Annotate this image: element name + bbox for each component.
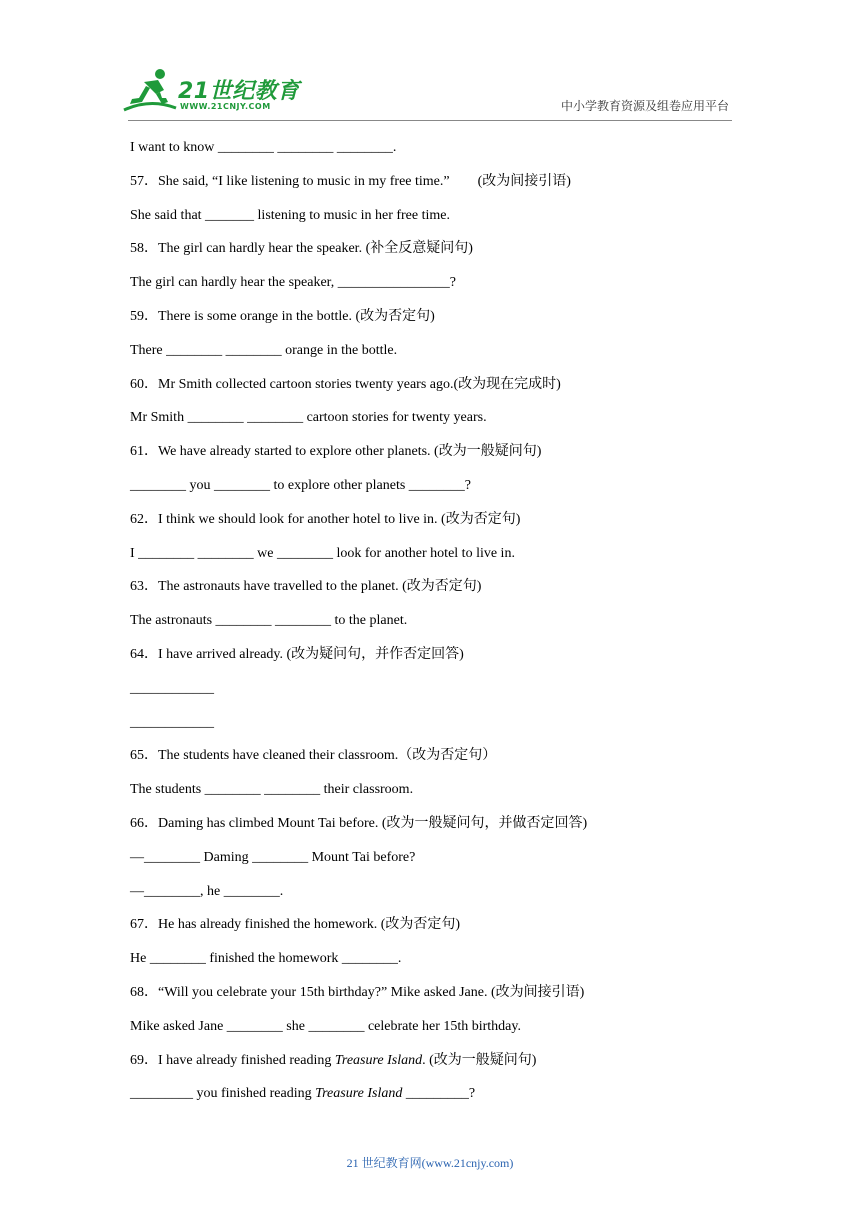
answer-64-a: ____________ xyxy=(130,680,214,696)
question-60: 60．Mr Smith collected cartoon stories twenty years ago.(改为现在完成时) xyxy=(130,376,561,392)
question-58: 58．The girl can hardly hear the speaker. (补全反意疑问句) xyxy=(130,241,473,257)
footer-link[interactable]: 21 世纪教育网(www.21cnjy.com) xyxy=(346,1156,514,1170)
text-line: I want to know ________ ________ ________. xyxy=(130,140,397,155)
book-title: Treasure Island xyxy=(315,1086,403,1102)
answer-61: ________ you ________ to explore other planets ________? xyxy=(130,477,472,493)
answer-57: She said that _______ listening to music in her free time. xyxy=(130,207,450,223)
answer-68: Mike asked Jane ________ she ________ celebrate her 15th birthday. xyxy=(130,1018,521,1034)
logo-text: 21世纪教育 xyxy=(178,79,300,104)
answer-66-a: —________ Daming ________ Mount Tai before? xyxy=(130,849,416,865)
runner-logo-icon xyxy=(122,68,178,114)
header-divider xyxy=(128,120,732,121)
question-63: 63．The astronauts have travelled to the planet. (改为否定句) xyxy=(130,579,482,595)
answer-67: He ________ finished the homework ________. xyxy=(130,951,402,967)
answer-66-b: —________, he ________. xyxy=(130,883,284,899)
answer-58: The girl can hardly hear the speaker, ________________? xyxy=(130,275,456,291)
question-59: 59．There is some orange in the bottle. (改为否定句) xyxy=(130,308,435,324)
question-57: 57．She said, “I like listening to music in my free time.” (改为间接引语) xyxy=(130,173,571,189)
question-66: 66．Daming has climbed Mount Tai before. (改为一般疑问句，并做否定回答) xyxy=(130,815,588,831)
answer-60: Mr Smith ________ ________ cartoon stories for twenty years. xyxy=(130,410,487,426)
answer-64-b: ____________ xyxy=(130,714,214,730)
question-69-instruction: . (改为一般疑问句) xyxy=(422,1052,537,1068)
question-69-text: 69．I have already finished reading xyxy=(130,1052,335,1068)
answer-62: I ________ ________ we ________ look for another hotel to live in. xyxy=(130,545,515,561)
logo xyxy=(122,68,300,116)
answer-69 xyxy=(130,1080,750,1114)
book-title: Treasure Island xyxy=(334,1052,423,1068)
answer-69-end: _________? xyxy=(402,1086,476,1102)
question-62: 62．I think we should look for another hotel to live in. (改为否定句) xyxy=(130,511,521,527)
question-64: 64．I have arrived already. (改为疑问句，并作否定回答) xyxy=(130,646,464,662)
question-67: 67．He has already finished the homework. (改为否定句) xyxy=(130,917,461,933)
question-69 xyxy=(130,1047,750,1081)
question-61: 61．We have already started to explore other planets. (改为一般疑问句) xyxy=(130,444,542,460)
question-68: 68．“Will you celebrate your 15th birthday?” Mike asked Jane. (改为间接引语) xyxy=(130,984,585,1000)
logo-url: WWW.21CNJY.COM xyxy=(180,102,271,111)
answer-59: There ________ ________ orange in the bottle. xyxy=(130,342,398,358)
answer-63: The astronauts ________ ________ to the planet. xyxy=(130,613,408,629)
answer-65: The students ________ ________ their classroom. xyxy=(130,782,414,798)
answer-69-start: _________ you finished reading xyxy=(130,1086,316,1102)
question-list xyxy=(130,134,750,1114)
header-tagline: 中小学教育资源及组卷应用平台 xyxy=(560,99,729,113)
question-65: 65．The students have cleaned their classroom.（改为否定句） xyxy=(130,748,497,764)
